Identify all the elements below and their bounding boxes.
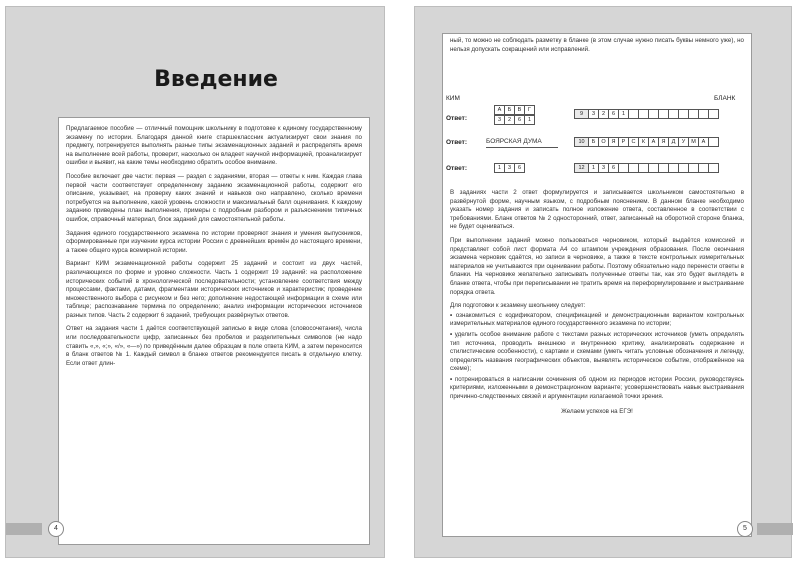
blank-cell: 1 <box>588 163 599 173</box>
right-page <box>414 6 792 558</box>
bullet-text: потренироваться в написании сочинения об одном из периодов истории России, руководствуясь критериями, изложенными в демонстрационном варианте; усовершенствовать навык выстраивания причинно-следственных связей и аргументации излагаемой точки зрения. <box>450 375 745 401</box>
task-number-cell: 10 <box>574 137 589 147</box>
answer-label: Ответ: <box>446 165 468 172</box>
task-number-cell: 12 <box>574 163 589 173</box>
blank-cell: 2 <box>598 109 609 119</box>
cell: 2 <box>504 115 515 125</box>
list-item <box>450 312 744 329</box>
blank-cell: Д <box>668 137 679 147</box>
blank-cell <box>708 137 719 147</box>
bullet-text: ознакомиться с кодификатором, спецификацией и демонстрационным вариантом контрольных измерительных материалов единого государственного экзамена по истории; <box>450 311 745 328</box>
kim-label: КИМ <box>446 95 460 102</box>
task-number-cell: 9 <box>574 109 589 119</box>
cell: Б <box>504 105 515 115</box>
bullet-icon: • <box>450 375 455 383</box>
blank-cell: У <box>678 137 689 147</box>
left-text-body <box>66 125 362 373</box>
answer-form-example <box>446 95 746 185</box>
paragraph: При выполнении заданий можно пользоваться черновиком, который выдаётся комиссией и представляет собой лист формата А4 со штампом учреждения образования. После окончания экзамена черновик сдаётся, но записи в черновике, а также в тексте контрольных измерительных материалов не учитываются при оценивании работы. Поэтому обязательно надо перенести ответы в бланки. На черновике желательно записывать полученные ответы так, как это будет выглядеть в бланке ответа, чтобы при переписывании не тратить время на переформулирование и выстраивание порядка ответа. <box>450 236 744 296</box>
blank-cell <box>708 109 719 119</box>
blank-cell: С <box>628 137 639 147</box>
page-tab <box>757 523 793 535</box>
paragraph: Вариант КИМ экзаменационной работы содержит 25 заданий и состоит из двух частей, различающихся по форме и уровню сложности. Часть 1 содержит 19 заданий: на расположение исторических событий в хронологической последовательности; установление соответствия между процессами, фактами, датами, фрагментами исторических источников и характеристик; проведение множественного выбора с рисунком и без него; дополнение недостающей информации в схеме или таблице; распознавание термина по определению; анализ информации исторических источников разных типов. Часть 2 содержит 6 заданий, требующих развёрнутых ответов. <box>66 260 362 319</box>
page-number: 4 <box>48 521 64 537</box>
page-tab <box>6 523 42 535</box>
paragraph: Ответ на задания части 1 даётся соответствующей записью в виде слова (словосочетания), числа или последовательности цифр, записанных без пробелов и разделительных символов (не надо ставить «,», «;», «/», «—») по приведённым далее образцам в поле ответа КИМ, а затем переносится в бланк ответов № 1. Каждый символ в бланке ответов рекомендуется писать в отдельную клетку. Если ответ длин- <box>66 325 362 367</box>
paragraph: Для подготовки к экзамену школьнику следует: <box>450 302 586 310</box>
answer-label: Ответ: <box>446 139 468 146</box>
cell: А <box>494 105 505 115</box>
answer-label: Ответ: <box>446 115 468 122</box>
row3-value-cells <box>494 163 524 173</box>
bullet-text: уделить особое внимание работе с текстами разных исторических источников (уметь определять тип источника, проводить внешнюю и внутреннюю критику, анализировать содержание и стилистические особенности), с картами и схемами (уметь читать условные обозначения и легенду, определять названия географических объектов, выявлять историческое событие, отображённое на схеме); <box>450 330 745 373</box>
blank-cell: 1 <box>618 109 629 119</box>
cell: 1 <box>494 163 505 173</box>
blank-cell: А <box>698 137 709 147</box>
blank-label: БЛАНК <box>714 95 736 102</box>
blank-cell: 3 <box>598 163 609 173</box>
blank-cell: 6 <box>608 109 619 119</box>
blank-cell: А <box>648 137 659 147</box>
blank-cell: Б <box>588 137 599 147</box>
right-text-body <box>450 189 744 421</box>
left-page <box>5 6 385 558</box>
intro-text: ный, то можно не соблюдать разметку в бланке (в этом случае нужно писать буквы немного уже), но нельзя допускать сокращений или исправлений. <box>450 37 744 53</box>
row2-answer-text: БОЯРСКАЯ ДУМА <box>486 138 558 148</box>
page-number: 5 <box>737 521 753 537</box>
blank-cell: Р <box>618 137 629 147</box>
paragraph: В заданиях части 2 ответ формулируется и записывается школьником самостоятельно в развёрнутой форме, научным языком, с подробным пояснением. В данном бланке необходимо указать номер задания и записать полное изложение ответа, составленное в соответствии с требованиями. Бланк ответов № 2 односторонний, ответ, записанный на оборотной стороне бланка, не будет оцениваться. <box>450 189 744 231</box>
cell: 1 <box>524 115 535 125</box>
closing-text: Желаем успехов на ЕГЭ! <box>561 407 633 415</box>
book-spine <box>385 6 414 558</box>
blank-cell: М <box>688 137 699 147</box>
paragraph: Пособие включает две части: первая — раздел с заданиями, вторая — ответы к ним. Каждая глава первой части соответствует определенному заданию экзаменационной работы, содержит его описание, указывает, на проверку каких знаний и навыков оно направлено, сколько времени потребуется на выполнение, какой уровень сложности и максимальный балл оценивания. К каждому заданию приведены план выполнения, примеры с подробным разбором и разъяснением типичных ошибок, справочный материал, блок заданий для самостоятельной работы. <box>66 172 362 223</box>
cell: 3 <box>494 115 505 125</box>
cell: 6 <box>514 115 525 125</box>
cell: 6 <box>514 163 525 173</box>
bullet-icon: • <box>450 311 456 319</box>
blank-cell: Я <box>658 137 669 147</box>
row1-header-cells <box>494 105 534 115</box>
blank-row-2 <box>574 137 718 147</box>
cell: 3 <box>504 163 515 173</box>
paragraph: Предлагаемое пособие — отличный помощник школьнику в подготовке к единому государственному экзамену по истории. Благодаря данной книге старшеклассник актуализирует свои знания по предмету, потренируется выполнять разные типы экзаменационных заданий и распределять время на выполнение всей работы, проверит, насколько он владеет научной информацией, проанализирует ошибки и выявит, на какие темы необходимо обратить особое внимание. <box>66 125 362 167</box>
blank-cell: К <box>638 137 649 147</box>
blank-row-1 <box>574 109 718 119</box>
page-title: Введение <box>154 67 278 92</box>
list-item <box>450 376 744 402</box>
blank-cell: О <box>598 137 609 147</box>
bullet-icon: • <box>450 330 455 338</box>
cell: В <box>514 105 525 115</box>
blank-cell: 3 <box>588 109 599 119</box>
list-item <box>450 331 744 374</box>
blank-cell: Я <box>608 137 619 147</box>
blank-cell <box>708 163 719 173</box>
cell: Г <box>524 105 535 115</box>
blank-cell: 6 <box>608 163 619 173</box>
row1-value-cells <box>494 115 534 125</box>
paragraph: Задания единого государственного экзамена по истории проверяют знания и умения выпускников, сформированные при изучении курса истории России с древнейших времён до настоящего времени, а также общего курса всемирной истории. <box>66 229 362 254</box>
blank-row-3 <box>574 163 718 173</box>
